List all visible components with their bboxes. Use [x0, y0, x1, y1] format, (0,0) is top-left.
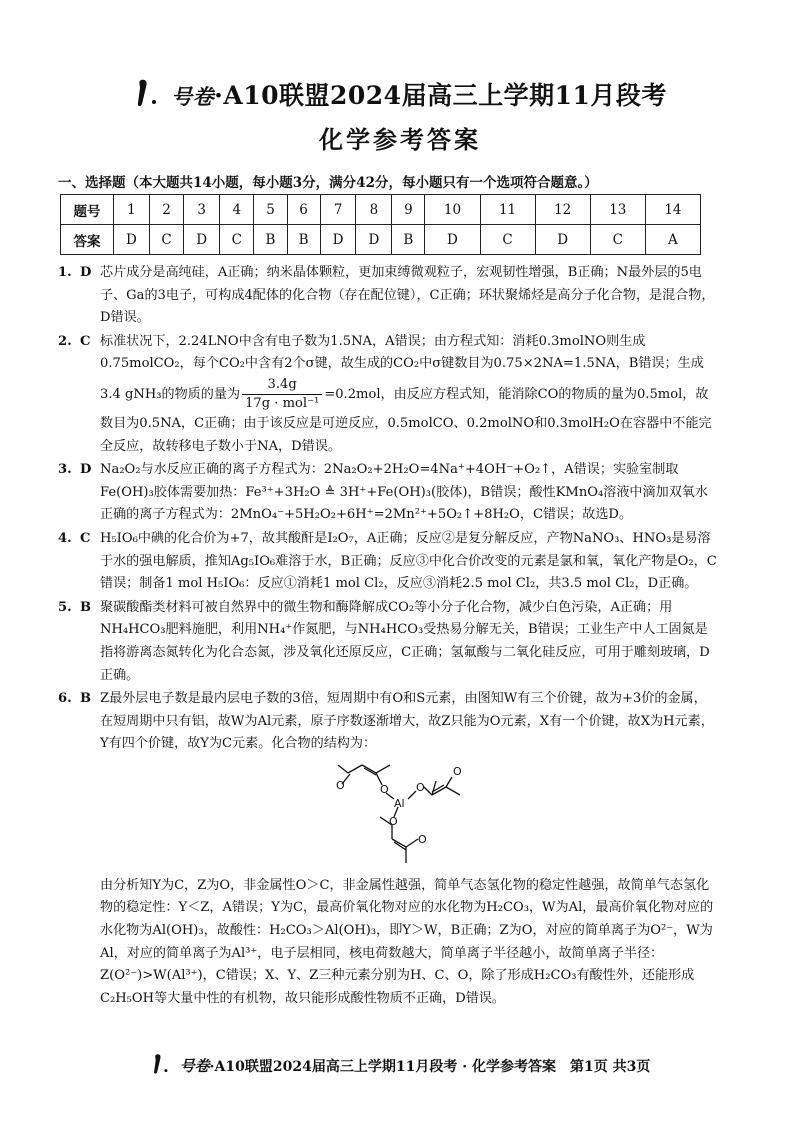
- explanation-item: [58, 262, 718, 330]
- brush-logo-icon: [150, 1053, 176, 1075]
- explanation-item: [58, 331, 718, 458]
- question-number: 4: [220, 195, 254, 225]
- question-number: 2: [149, 195, 183, 225]
- answer-cell: C: [590, 225, 645, 255]
- item-text: 聚碳酸酯类材料可被自然界中的微生物和酶降解成CO₂等小分子化合物，减少白色污染，A正确；用NH₄HCO₃肥料施肥，利用NH₄⁺作氮肥，与NH₄HCO₃受热易分解无关，B错误；工业生产中人工固氮是指将游离态氮转化为化合态氮，涉及氧化还原反应，C正确；氢氟酸与二氧化硅反应，可用于雕刻玻璃，D正确。: [100, 599, 710, 683]
- answer-cell: B: [392, 225, 425, 255]
- item-text: 芯片成分是高纯硅，A正确；纳米晶体颗粒，更加束缚微观粒子，宏观韧性增强，B正确；N最外层的5电子、Ga的3电子，可构成4配体的化合物（存在配位键），C正确；环状聚烯烃是高分子化合物，是混合物，D错误。: [100, 265, 715, 326]
- item-number: 1.: [58, 265, 72, 280]
- item-number: 4.: [58, 530, 72, 546]
- number-row: [61, 195, 701, 225]
- answer-cell: D: [425, 225, 480, 255]
- item-answer: C: [80, 333, 91, 349]
- item-number: 2.: [58, 333, 72, 349]
- oxygen-label: O: [336, 778, 345, 792]
- item-answer: B: [80, 691, 92, 707]
- page-subtitle: 化学参考答案: [319, 125, 481, 154]
- item-number: 3.: [58, 462, 72, 478]
- item-number: 6.: [58, 691, 72, 707]
- question-number: 9: [392, 195, 425, 225]
- item-text: 由分析知Y为C，Z为O，非金属性O＞C，非金属性越强，简单气态氢化物的稳定性越强，故简单气态氢化物的稳定性：Y＜Z，A错误；Y为C，最高价氧化物对应的水化物为H₂CO₃，W为Al，最高价氧化物对应的水化物为Al(OH)₃，故酸性：H₂CO₃＞Al(OH)₃，即Y＞W，B正确；Z为O，对应的简单离子为O²⁻，W为Al，对应的简单离子为Al³⁺，电子层相同，核电荷数越大，简单离子半径越小，故简单离子半径：Z(O²⁻)>W(Al³⁺)，C错误；X、Y、Z三种元素分别为H、C、O，除了形成H₂CO₃有酸性外，还能形成C₂H₅OH等大量中性的有机物，故只能形成酸性物质不正确，D错误。: [100, 877, 714, 1006]
- section-heading: 一、选择题（本大题共14小题，每小题3分，满分42分，每小题只有一个选项符合题意。）: [58, 175, 598, 191]
- aluminum-acetylacetonate-structure: [328, 757, 468, 875]
- item-answer: D: [80, 462, 92, 478]
- oxygen-label: O: [453, 764, 462, 778]
- answer-cell: B: [287, 225, 320, 255]
- question-number: 13: [590, 195, 645, 225]
- answer-cell: C: [480, 225, 535, 255]
- item-number: 5.: [58, 599, 72, 615]
- logo-text: 号卷: [171, 84, 215, 109]
- page-footer: [0, 1053, 800, 1076]
- fraction: [242, 376, 322, 413]
- explanation-item: [58, 459, 718, 527]
- explanation-item: [58, 528, 718, 596]
- answer-table: [60, 194, 701, 255]
- page-header: [0, 78, 800, 155]
- item-text: =0.2mol，由反应方程式知，能消除CO的物质的量为0.5mol，故数目为0.5NA，C正确；由于该反应是可逆反应，0.5molCO、0.2molNO和0.3molH₂O在容器中不能完全反应，故转移电子数小于NA，D错误。: [100, 386, 712, 454]
- answer-cell: C: [149, 225, 183, 255]
- answer-cell: D: [320, 225, 356, 255]
- answer-cell: D: [114, 225, 150, 255]
- question-number: 5: [254, 195, 287, 225]
- page-title: ·A10联盟2024届高三上学期11月段考: [214, 81, 667, 110]
- explanation-continuation: [58, 875, 718, 1011]
- answer-cell: B: [254, 225, 287, 255]
- metal-label: Al: [394, 796, 405, 810]
- item-answer: D: [80, 265, 92, 280]
- explanations: [58, 262, 718, 1011]
- question-number: 8: [356, 195, 392, 225]
- question-number: 3: [184, 195, 220, 225]
- item-text: Na₂O₂与水反应正确的离子方程式为：2Na₂O₂+2H₂O=4Na⁺+4OH⁻+O₂↑，A错误；实验室制取Fe(OH)₃胶体需要加热：Fe³⁺+3H₂O ≜ 3H⁺+Fe(OH)₃(胶体)，B错误；酸性KMnO₄溶液中滴加双氧水正确的离子方程式为：2MnO₄⁻+5H₂O₂+6H⁺=2Mn²⁺+5O₂↑+8H₂O，C错误；故选D。: [100, 462, 708, 523]
- explanation-item: [58, 597, 718, 687]
- oxygen-label: O: [389, 814, 398, 828]
- answer-cell: D: [184, 225, 220, 255]
- footer-text: ·A10联盟2024届高三上学期11月段考 · 化学参考答案 第1页 共3页: [209, 1059, 651, 1075]
- oxygen-label: O: [380, 782, 389, 796]
- answer-cell: C: [220, 225, 254, 255]
- question-number: 11: [480, 195, 535, 225]
- item-text: Z最外层电子数是最内层电子数的3倍，短周期中有O和S元素，由图知W有三个价键，故为+3价的金属，在短周期中只有铝，故W为Al元素，原子序数逐渐增大，故Z只能为O元素，X有一个价键，故X为H元素，Y有四个价键，故Y为C元素。化合物的结构为：: [100, 691, 714, 752]
- question-number: 1: [114, 195, 150, 225]
- item-answer: C: [80, 530, 91, 546]
- oxygen-label: O: [416, 780, 425, 794]
- item-text: 标准状况下，2.24LNO中含有电子数为1.5NA，A错误；由方程式知：消耗0.3molNO则生成0.75molCO₂，每个CO₂中含有2个σ键，故生成的CO₂中σ键数目为0.75×2NA=1.5NA，B错误；生成3.4 gNH₃的物质的量为: [100, 333, 704, 402]
- item-answer: B: [80, 599, 92, 615]
- item-text: H₅IO₆中碘的化合价为+7，故其酸酐是I₂O₇，A正确；反应②是复分解反应，产物NaNO₃、HNO₃是易溶于水的强电解质，推知Ag₅IO₆难溶于水，B正确；反应③中化合价改变的元素是氯和氧，氧化产物是O₂，C错误；制备1 mol H₅IO₆：反应①消耗1 mol Cl₂，反应③消耗2.5 mol Cl₂，共3.5 mol Cl₂，D正确。: [100, 530, 717, 592]
- fraction-numerator: 3.4g: [242, 376, 322, 395]
- answer-cell: A: [645, 225, 700, 255]
- answer-cell: D: [356, 225, 392, 255]
- question-number: 12: [535, 195, 590, 225]
- answer-row: [61, 225, 701, 255]
- explanation-item: [58, 688, 718, 756]
- chemical-structure: [58, 757, 718, 875]
- footer-logo-text: 号卷: [179, 1057, 210, 1075]
- question-number: 7: [320, 195, 356, 225]
- question-number: 10: [425, 195, 480, 225]
- oxygen-label: O: [418, 832, 427, 846]
- title-line: [0, 78, 800, 114]
- row-label-answer: 答案: [61, 225, 114, 255]
- fraction-denominator: 17g · mol⁻¹: [245, 395, 320, 411]
- question-number: 6: [287, 195, 320, 225]
- question-number: 14: [645, 195, 700, 225]
- row-label-number: 题号: [61, 195, 114, 225]
- answer-cell: D: [535, 225, 590, 255]
- brush-logo-icon: [133, 78, 167, 108]
